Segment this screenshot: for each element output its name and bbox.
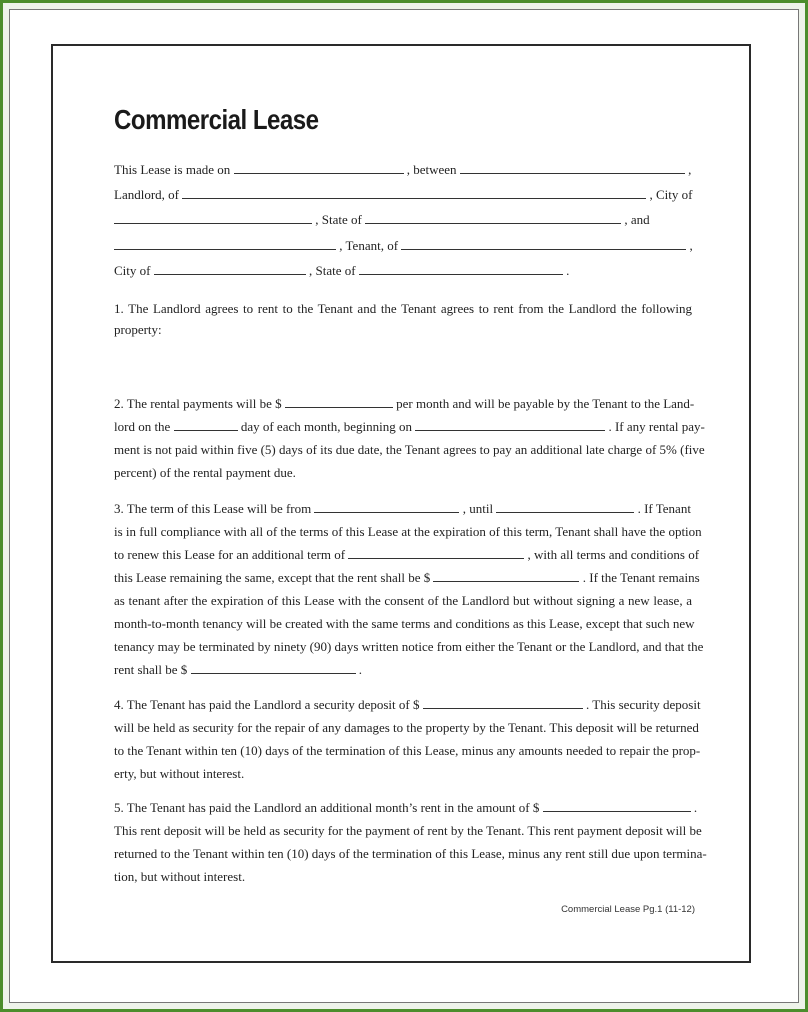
terms-conditions-label: , with all terms and conditions of xyxy=(527,547,700,562)
landlord-address-field[interactable] xyxy=(182,187,646,199)
section-5-line-2: This rent deposit will be held as security for the payment of rent by the Tenant. This rent payment deposit will be xyxy=(114,823,702,838)
term-from-label: 3. The term of this Lease will be from xyxy=(114,501,312,516)
comma-label-2: , xyxy=(689,238,693,253)
intro-line-3 xyxy=(114,212,692,228)
date-field[interactable] xyxy=(234,162,404,174)
intro-line-2 xyxy=(114,187,692,203)
intro-line-1 xyxy=(114,162,692,178)
document-title: Commercial Lease xyxy=(114,104,319,135)
section-3-line-3 xyxy=(114,547,700,563)
city-of-label-2: City of xyxy=(114,263,151,278)
section-2-line-4: percent) of the rental payment due. xyxy=(114,465,296,480)
section-4-line-3: to the Tenant within ten (10) days of the termination of this Lease, minus any amounts needed to repair the prop- xyxy=(114,743,701,758)
rental-payments-label: 2. The rental payments will be $ xyxy=(114,396,282,411)
section-3-line-8 xyxy=(114,662,692,678)
tenant-state-field[interactable] xyxy=(359,263,563,275)
tenant-of-label: , Tenant, of xyxy=(339,238,399,253)
section-5-line-3: returned to the Tenant within ten (10) days of the termination of this Lease, minus any rent still due upon termina- xyxy=(114,846,707,861)
section-4-line-4: erty, but without interest. xyxy=(114,766,245,781)
state-of-label: , State of xyxy=(315,212,362,227)
this-security-deposit-label: . This security deposit xyxy=(585,697,701,712)
between-label: , between xyxy=(406,162,457,177)
comma-label: , xyxy=(688,162,692,177)
intro-line-5 xyxy=(114,263,692,279)
intro-line-4 xyxy=(114,238,692,254)
landlord-of-label: Landlord, of xyxy=(114,187,179,202)
and-label: , and xyxy=(624,212,650,227)
tenant-address-field[interactable] xyxy=(401,238,686,250)
section-3-line-7: tenancy may be terminated by ninety (90) days written notice from either the Tenant or the Landlord, and that the xyxy=(114,639,704,654)
late-rent-label: . If any rental pay- xyxy=(608,419,705,434)
section-2-line-1 xyxy=(114,396,695,412)
tenant-city-field[interactable] xyxy=(154,263,306,275)
tenant-name-field[interactable] xyxy=(114,238,336,250)
section-4-line-1 xyxy=(114,697,701,713)
start-date-field[interactable] xyxy=(415,419,605,431)
document-page xyxy=(51,44,751,963)
rent-shall-be-label: this Lease remaining the same, except that the rent shall be $ xyxy=(114,570,431,585)
landlord-name-field[interactable] xyxy=(460,162,685,174)
section-3-line-5: as tenant after the expiration of this Lease with the consent of the Landlord but without signing a new lease, a xyxy=(114,593,692,608)
renewal-rent-field[interactable] xyxy=(433,570,579,582)
rent-amount-field[interactable] xyxy=(285,396,393,408)
section-2-line-2 xyxy=(114,419,705,435)
if-tenant-label: . If Tenant xyxy=(637,501,691,516)
tenant-remains-label: . If the Tenant remains xyxy=(582,570,700,585)
landlord-city-field[interactable] xyxy=(114,212,312,224)
additional-rent-label: 5. The Tenant has paid the Landlord an additional month’s rent in the amount of $ xyxy=(114,800,540,815)
state-of-label-2: , State of xyxy=(308,263,356,278)
month-to-month-rent-field[interactable] xyxy=(191,662,356,674)
month-rent-label: rent shall be $ xyxy=(114,662,188,677)
per-month-label: per month and will be payable by the Tenant to the Land- xyxy=(396,396,695,411)
section-1-line-2: property: xyxy=(114,322,162,337)
section-5-line-1 xyxy=(114,800,698,816)
lord-on-label: lord on the xyxy=(114,419,171,434)
renew-term-label: to renew this Lease for an additional term of xyxy=(114,547,346,562)
security-deposit-label: 4. The Tenant has paid the Landlord a security deposit of $ xyxy=(114,697,420,712)
section-4-line-2: will be held as security for the repair of any damages to the property by the Tenant. This deposit will be returned xyxy=(114,720,699,735)
period-label-3: . xyxy=(693,800,698,815)
due-day-field[interactable] xyxy=(174,419,238,431)
landlord-state-field[interactable] xyxy=(365,212,621,224)
additional-rent-field[interactable] xyxy=(543,800,691,812)
until-label: , until xyxy=(462,501,494,516)
section-2-line-3: ment is not paid within five (5) days of its due date, the Tenant agrees to pay an additional late charge of 5% (five xyxy=(114,442,705,457)
period-label-2: . xyxy=(358,662,363,677)
section-1-line-1: 1. The Landlord agrees to rent to the Tenant and the Tenant agrees to rent from the Landlord the following xyxy=(114,301,692,316)
security-deposit-field[interactable] xyxy=(423,697,583,709)
term-start-field[interactable] xyxy=(314,501,459,513)
page-footer: Commercial Lease Pg.1 (11-12) xyxy=(561,904,695,915)
section-5-line-4: tion, but without interest. xyxy=(114,869,246,884)
section-3-line-6: month-to-month tenancy will be created with the same terms and conditions as this Lease, except that such new xyxy=(114,616,695,631)
made-on-label: This Lease is made on xyxy=(114,162,231,177)
renewal-term-field[interactable] xyxy=(348,547,524,559)
term-end-field[interactable] xyxy=(496,501,634,513)
city-of-label: , City of xyxy=(649,187,693,202)
section-3-line-2: is in full compliance with all of the terms of this Lease at the expiration of this term, Tenant shall have the option xyxy=(114,524,702,539)
section-3-line-4 xyxy=(114,570,700,586)
section-3-line-1 xyxy=(114,501,692,517)
period-label: . xyxy=(566,263,570,278)
beginning-on-label: day of each month, beginning on xyxy=(240,419,412,434)
